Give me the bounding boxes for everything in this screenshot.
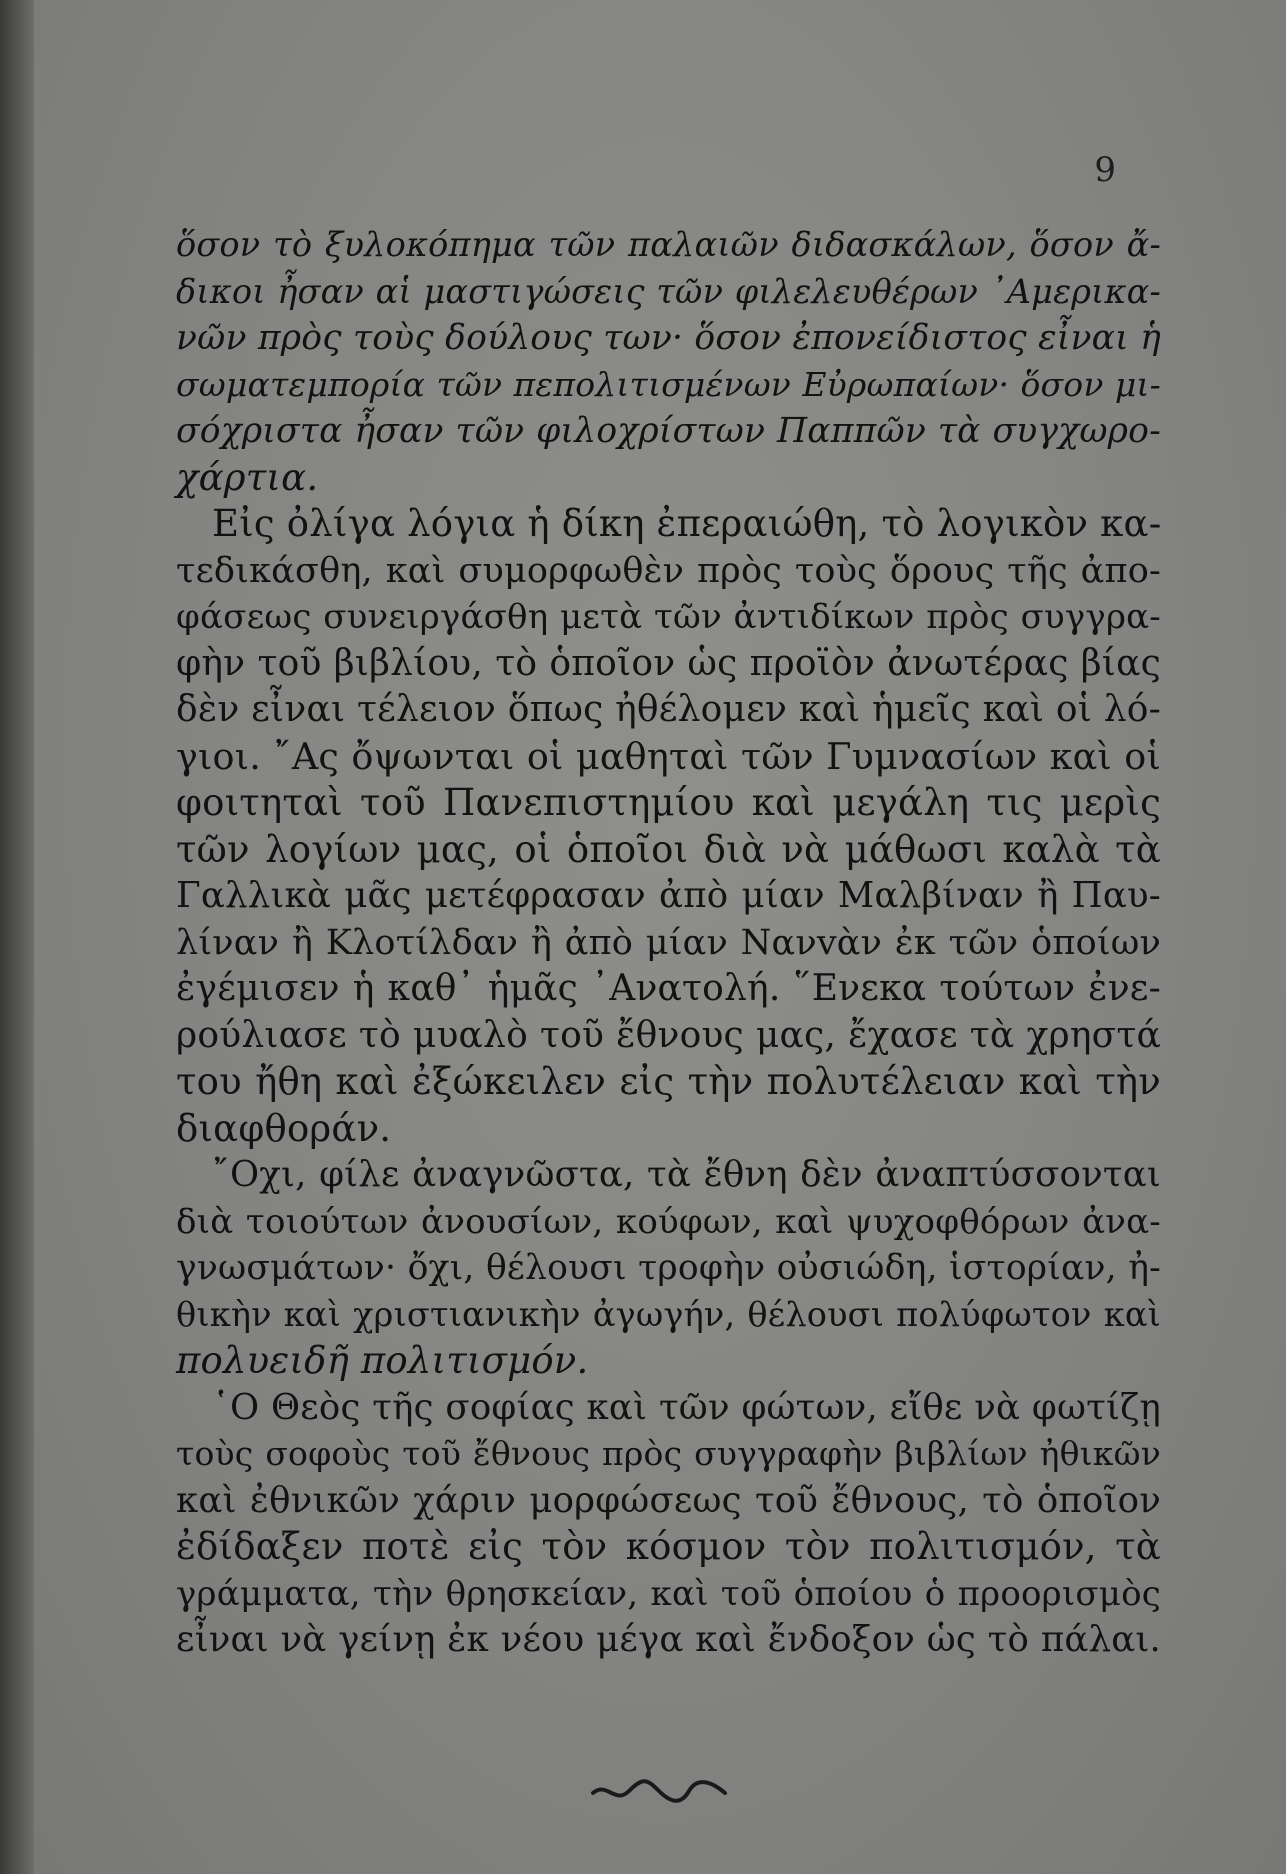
text-line: σωματεμπορία τῶν πεπολιτισμένων Εὐρωπαίων· ὅσον μι-	[176, 364, 1161, 404]
text-line: δὲν εἶναι τέλειον ὅπως ἠθέλομεν καὶ ἡμεῖς καὶ οἱ λό-	[176, 689, 1161, 730]
page-number: 9	[1094, 150, 1116, 190]
text-line: ὅσον τὸ ξυλοκόπημα τῶν παλαιῶν διδασκάλων, ὅσον ἄ-	[176, 225, 1161, 264]
text-line: Εἰς ὀλίγα λόγια ἡ δίκη ἐπεραιώθη, τὸ λογικὸν κα-	[212, 502, 1162, 545]
text-line: ῎Οχι, φίλε ἀναγνῶστα, τὰ ἔθνη δὲν ἀναπτύσσονται	[212, 1154, 1161, 1195]
text-line: καὶ ἐθνικῶν χάριν μορφώσεως τοῦ ἔθνους, τὸ ὁποῖον	[176, 1479, 1161, 1521]
text-line: θικὴν καὶ χριστιανικὴν ἀγωγήν, θέλουσι πολύφωτον καὶ	[176, 1294, 1161, 1334]
text-line: διαφθοράν.	[176, 1106, 392, 1150]
text-line: χάρτια.	[176, 455, 319, 499]
text-line: φὴν τοῦ βιβλίου, τὸ ὁποῖον ὡς προϊὸν ἀνωτέρας βίας	[176, 642, 1161, 684]
book-page	[34, 0, 1286, 1874]
text-line: πολυειδῆ πολιτισμόν.	[176, 1339, 589, 1382]
text-line: διὰ τοιούτων ἀνουσίων, κούφων, καὶ ψυχοφθόρων ἀνα-	[176, 1201, 1161, 1242]
ornament-divider-icon	[589, 1771, 729, 1811]
scan-binding-edge	[0, 0, 34, 1874]
text-line: γνωσμάτων· ὄχι, θέλουσι τροφὴν οὐσιώδη, ἱστορίαν, ἠ-	[176, 1248, 1161, 1288]
text-line: ῾Ο Θεὸς τῆς σοφίας καὶ τῶν φώτων, εἴθε νὰ φωτίζῃ	[212, 1386, 1161, 1428]
text-line: τοὺς σοφοὺς τοῦ ἔθνους πρὸς συγγραφὴν βιβλίων ἠθικῶν	[176, 1434, 1161, 1473]
text-line: Γαλλικὰ μᾶς μετέφρασαν ἀπὸ μίαν Μαλβίναν ἢ Παυ-	[176, 875, 1161, 916]
text-line: ρούλιασε τὸ μυαλὸ τοῦ ἔθνους μας, ἔχασε τὰ χρηστά	[176, 1014, 1161, 1056]
text-line: ἐδίδαξεν ποτὲ εἰς τὸν κόσμον τὸν πολιτισμόν, τὰ	[176, 1525, 1161, 1568]
text-line: φάσεως συνειργάσθη μετὰ τῶν ἀντιδίκων πρὸς συγγρα-	[176, 597, 1161, 637]
text-line: δικοι ἦσαν αἱ μαστιγώσεις τῶν φιλελευθέρων ᾿Αμερικα-	[176, 271, 1161, 311]
text-line: φοιτηταὶ τοῦ Πανεπιστημίου καὶ μεγάλη τις μερὶς	[176, 781, 1161, 824]
text-line: εἶναι νὰ γείνῃ ἐκ νέου μέγα καὶ ἔνδοξον ὡς τὸ πάλαι.	[176, 1619, 1161, 1660]
text-line: νῶν πρὸς τοὺς δούλους των· ὅσον ἐπονείδιστος εἶναι ἡ	[176, 318, 1161, 358]
text-line: τῶν λογίων μας, οἱ ὁποῖοι διὰ νὰ μάθωσι καλὰ τὰ	[176, 827, 1161, 871]
text-line: γράμματα, τὴν θρησκείαν, καὶ τοῦ ὁποίου ὁ προορισμὸς	[176, 1573, 1161, 1614]
text-line: ἐγέμισεν ἡ καθ᾿ ἡμᾶς ᾿Ανατολή. ῞Ενεκα τούτων ἐνε-	[176, 968, 1161, 1009]
text-line: τεδικάσθη, καὶ συμορφωθὲν πρὸς τοὺς ὅρους τῆς ἀπο-	[176, 550, 1161, 591]
text-line: γιοι. ῎Ας ὄψωνται οἱ μαθηταὶ τῶν Γυμνασίων καὶ οἱ	[176, 734, 1161, 778]
body-text	[176, 222, 1161, 1664]
text-line: σόχριστα ἦσαν τῶν φιλοχρίστων Παππῶν τὰ συγχωρο-	[176, 411, 1161, 451]
text-line: λίναν ἢ Κλοτίλδαν ἢ ἀπὸ μίαν Νανvὰν ἐκ τῶν ὁποίων	[176, 922, 1161, 963]
text-line: του ἤθη καὶ ἐξώκειλεν εἰς τὴν πολυτέλειαν καὶ τὴν	[176, 1060, 1161, 1103]
